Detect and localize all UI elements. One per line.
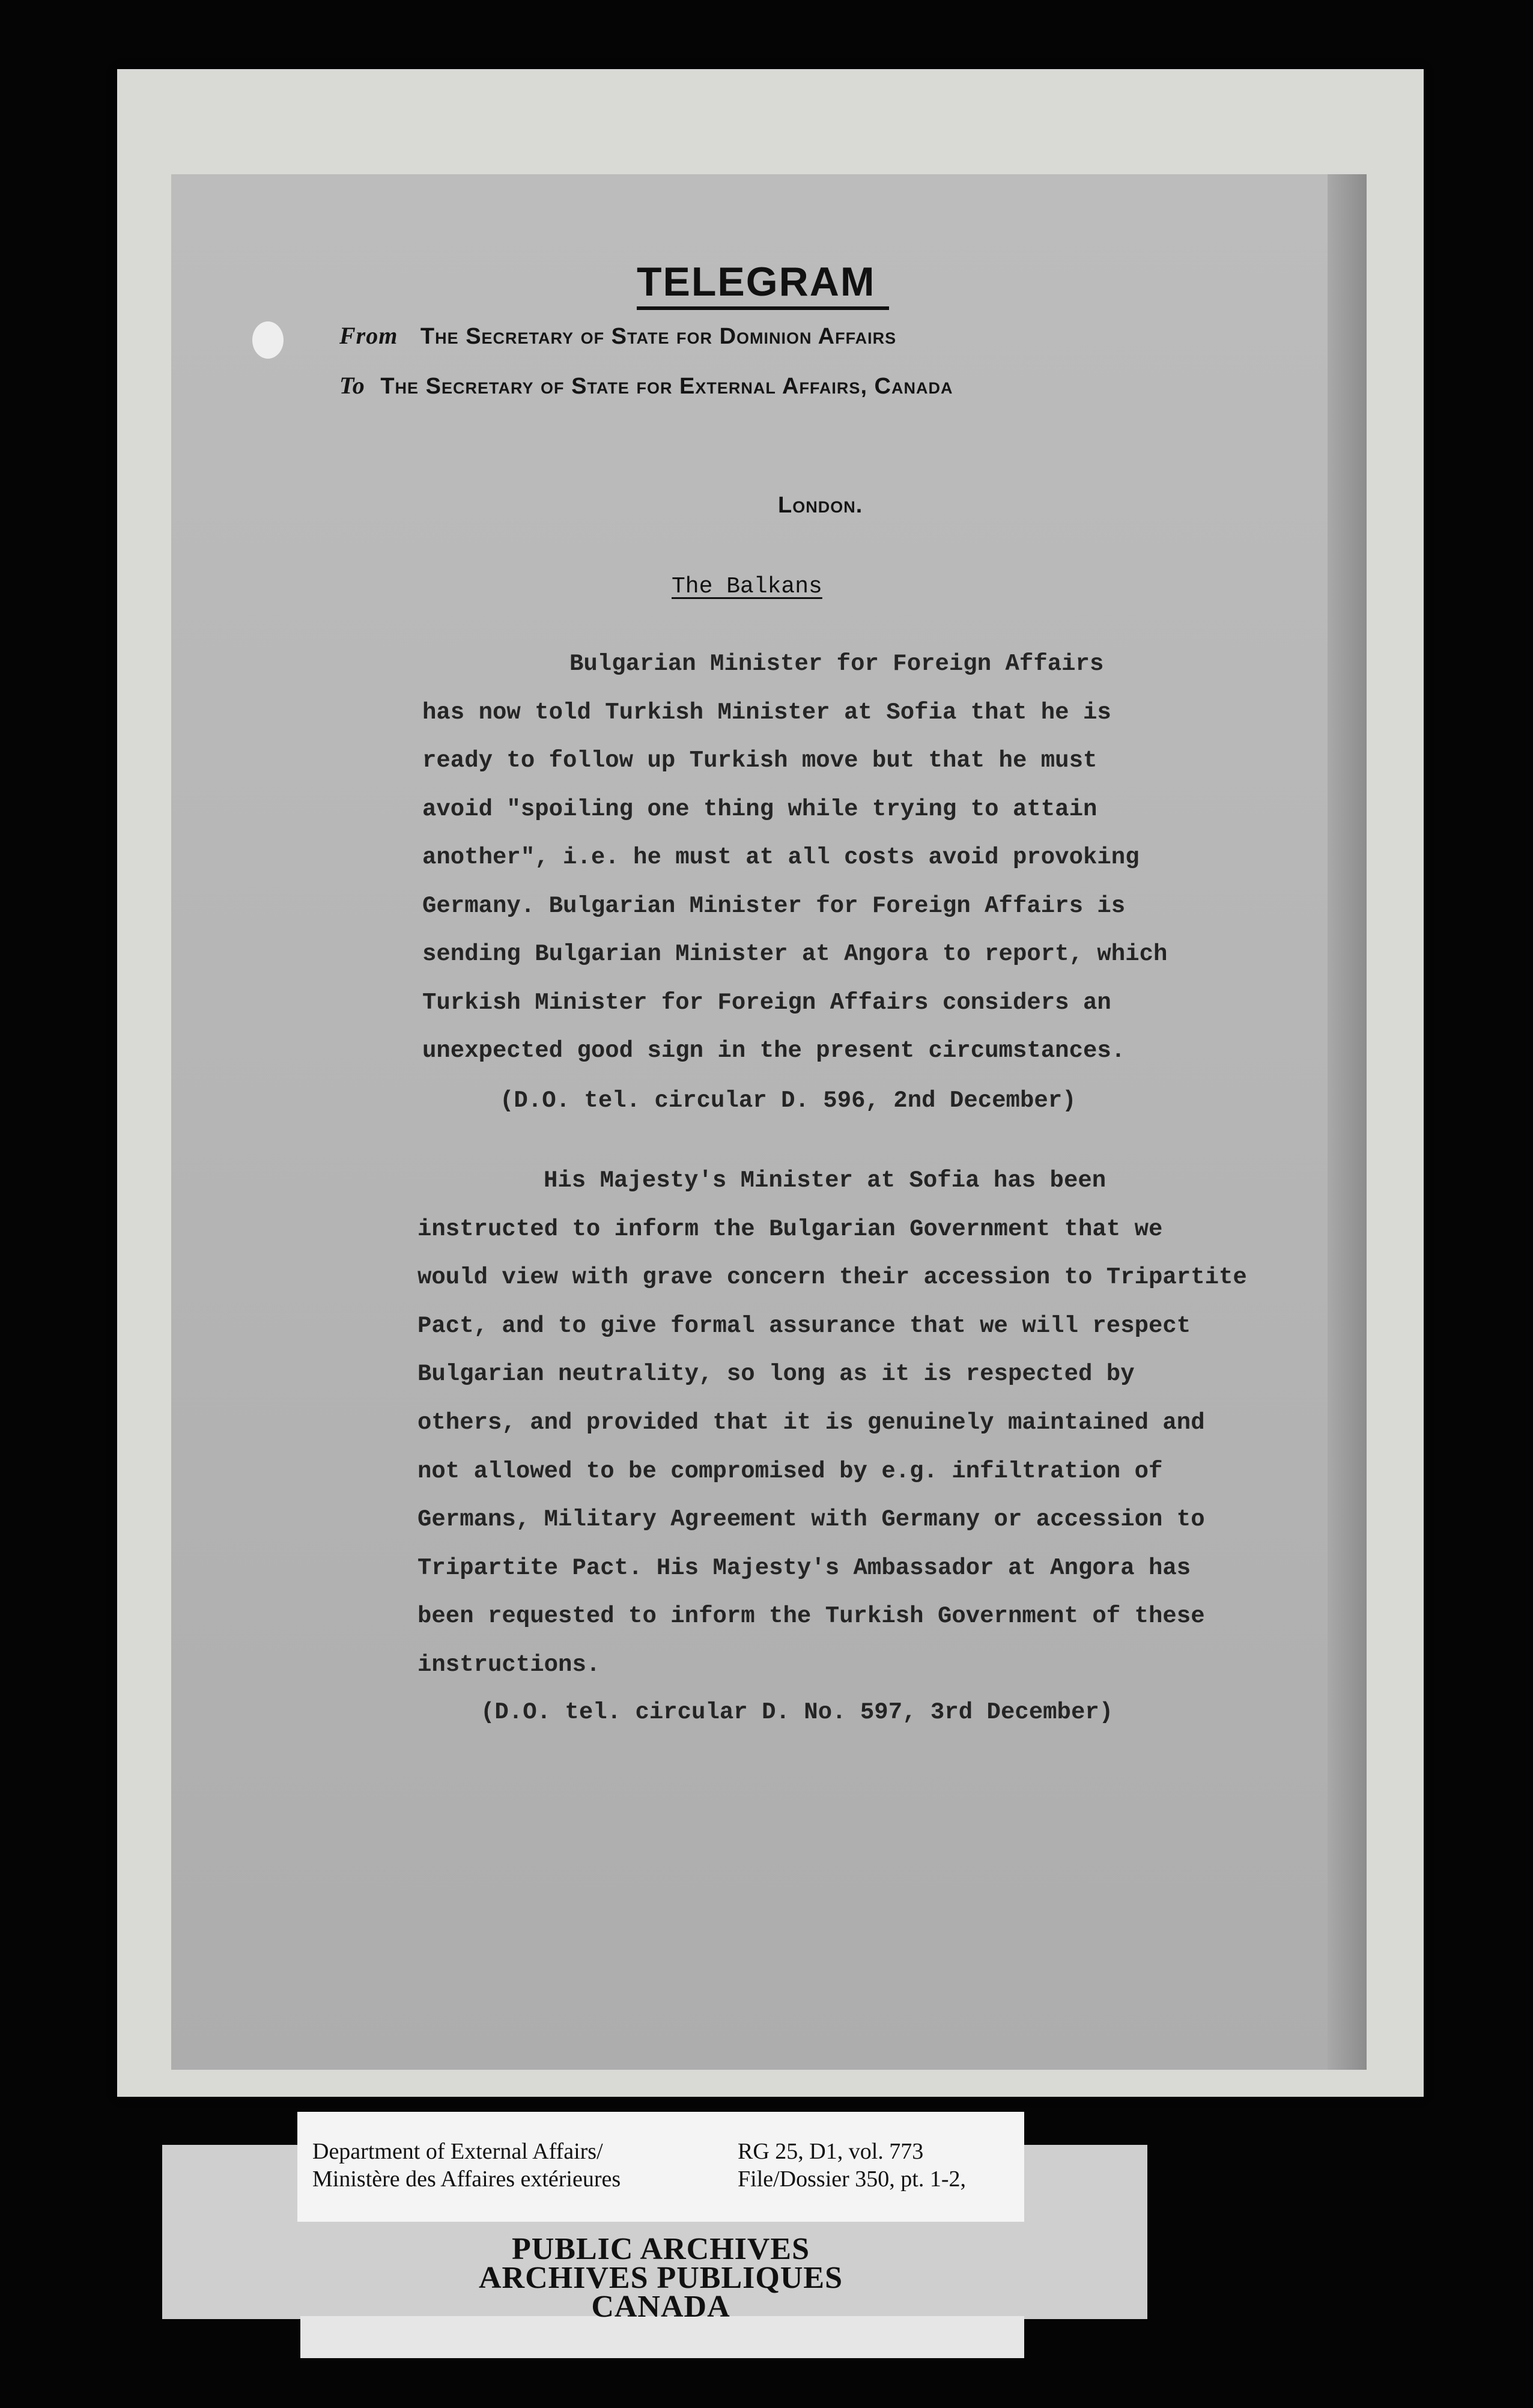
archive-stamp-line-1: PUBLIC ARCHIVES — [511, 2232, 810, 2266]
archive-stamp-line-2: ARCHIVES PUBLIQUES — [478, 2261, 843, 2295]
sheet-shadow-edge — [1328, 174, 1367, 2070]
body-line: instructions. — [417, 1652, 601, 1678]
body-line: Bulgarian Minister for Foreign Affairs — [569, 651, 1104, 677]
from-text: The Secretary of State for Dominion Affairs — [420, 324, 897, 349]
body-line: instructed to inform the Bulgarian Government that we — [417, 1215, 1163, 1242]
dept-english: Department of External Affairs/ — [312, 2139, 603, 2164]
from-line — [339, 321, 896, 350]
reference-1: (D.O. tel. circular D. 596, 2nd December) — [500, 1087, 1076, 1114]
body-line: sending Bulgarian Minister at Angora to report, which — [422, 941, 1168, 967]
body-line: avoid "spoiling one thing while trying to attain — [422, 795, 1097, 822]
from-label: From — [339, 322, 398, 349]
body-line: unexpected good sign in the present circumstances. — [422, 1038, 1126, 1064]
body-line: ready to follow up Turkish move but that he must — [422, 747, 1097, 774]
record-group-ref: RG 25, D1, vol. 773 — [738, 2139, 924, 2164]
body-line: Pact, and to give formal assurance that we will respect — [417, 1312, 1191, 1339]
body-line: Tripartite Pact. His Majesty's Ambassador at Angora has — [417, 1554, 1191, 1581]
to-label: To — [339, 372, 365, 399]
file-ref: File/Dossier 350, pt. 1-2, — [738, 2166, 966, 2192]
body-line: another", i.e. he must at all costs avoid provoking — [422, 844, 1140, 871]
body-line: been requested to inform the Turkish Government of these — [417, 1603, 1205, 1630]
to-text: The Secretary of State for External Affairs, Canada — [380, 374, 953, 399]
dept-french: Ministère des Affaires extérieures — [312, 2166, 621, 2192]
telegram-title: TELEGRAM — [637, 257, 889, 310]
body-line: Turkish Minister for Foreign Affairs considers an — [422, 989, 1111, 1016]
body-line: Bulgarian neutrality, so long as it is respected by — [417, 1361, 1135, 1388]
place-line: London. — [778, 493, 863, 518]
archive-stamp-line-3: CANADA — [591, 2290, 730, 2324]
reference-2: (D.O. tel. circular D. No. 597, 3rd December) — [481, 1699, 1114, 1725]
telegram-sheet — [171, 174, 1367, 2070]
body-line: His Majesty's Minister at Sofia has been — [544, 1167, 1106, 1194]
body-line: has now told Turkish Minister at Sofia that he is — [422, 699, 1111, 726]
body-line: Germany. Bulgarian Minister for Foreign Affairs is — [422, 892, 1126, 919]
body-line: Germans, Military Agreement with Germany or accession to — [417, 1506, 1205, 1533]
body-line: would view with grave concern their accession to Tripartite — [417, 1264, 1247, 1291]
body-line: others, and provided that it is genuinely maintained and — [417, 1409, 1205, 1436]
subject-heading: The Balkans — [672, 574, 822, 600]
body-line: not allowed to be compromised by e.g. infiltration of — [417, 1458, 1163, 1485]
punch-hole — [252, 321, 284, 359]
to-line — [339, 371, 953, 400]
